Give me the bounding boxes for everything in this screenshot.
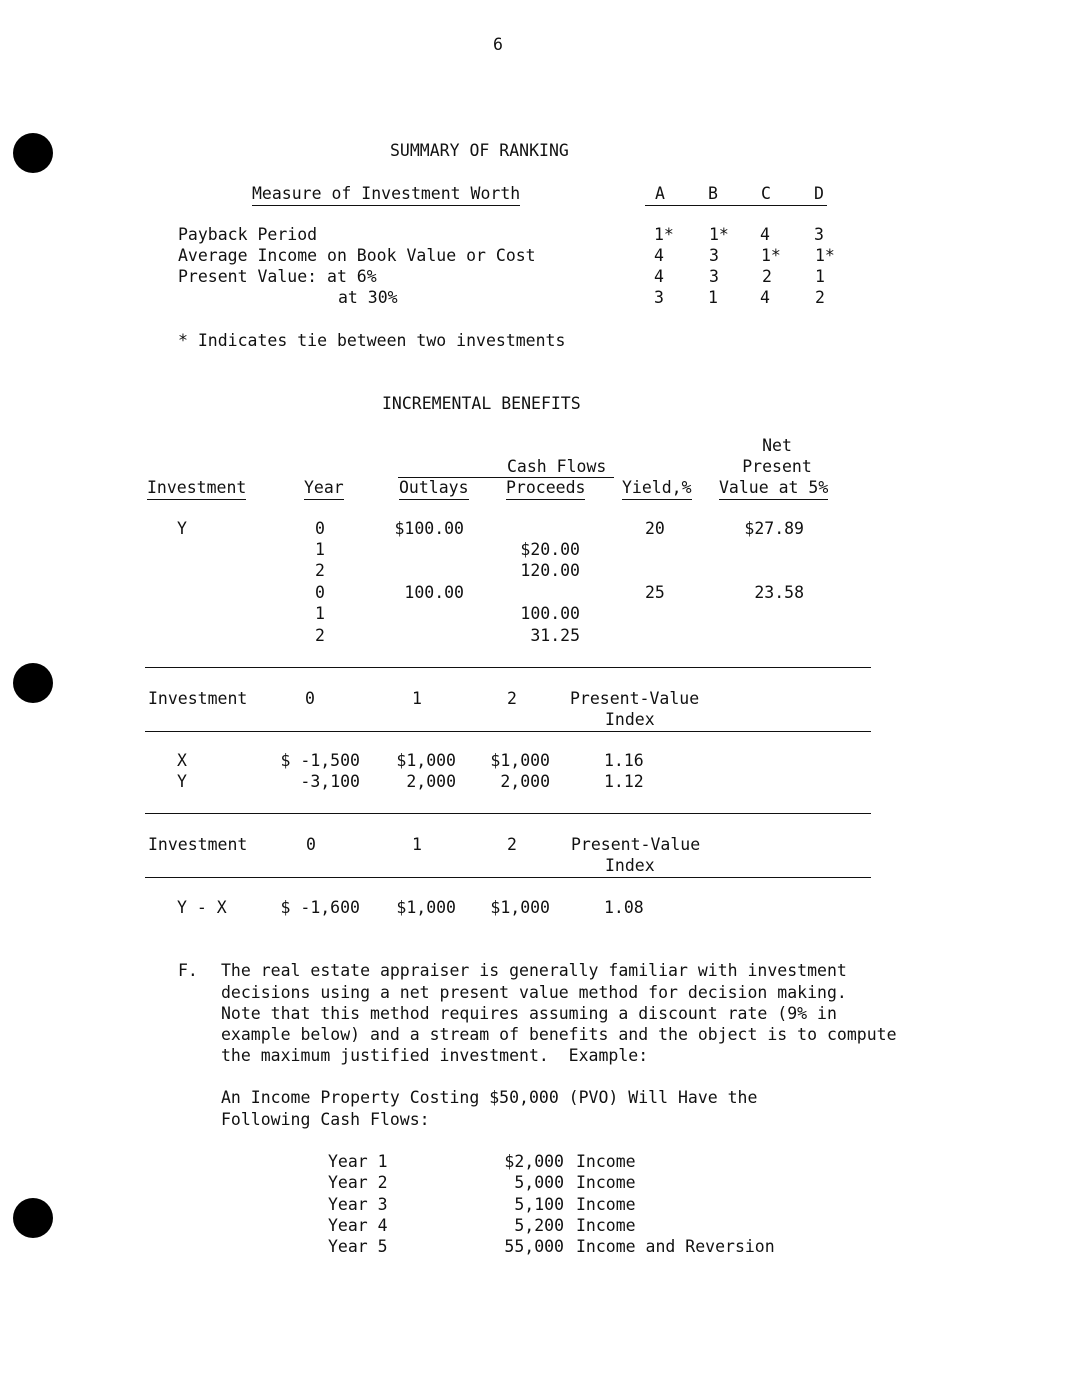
ranking-cell: 3 [654, 288, 664, 307]
cash-flow-year: Year 4 [328, 1216, 388, 1235]
cash-flow-desc: Income [576, 1152, 636, 1171]
pv-cell-index: 1.16 [604, 751, 644, 770]
cash-flow-amount: $2,000 [504, 1152, 564, 1171]
ranking-cell: 3 [814, 225, 824, 244]
diff-cell-y2: $1,000 [490, 898, 550, 917]
pv-cell-investment: Y [177, 772, 187, 791]
cash-flow-desc: Income and Reversion [576, 1237, 775, 1256]
table-cell-proceeds: 100.00 [520, 604, 580, 623]
ranking-row-label: at 30% [338, 288, 398, 307]
table-cell-outlays: $100.00 [394, 519, 464, 538]
ranking-cell: 4 [760, 225, 770, 244]
ranking-cell: 2 [815, 288, 825, 307]
example-line: An Income Property Costing $50,000 (PVO) Will Have the [221, 1088, 758, 1107]
diff-header-index: Index [605, 856, 655, 875]
binder-hole-middle [13, 663, 53, 703]
pv-cell-y0: $ -1,500 [280, 751, 360, 770]
diff-table-top-rule [145, 813, 871, 814]
paragraph-line: The real estate appraiser is generally familiar with investment [221, 961, 847, 980]
table-cell-npv: $27.89 [744, 519, 804, 538]
cash-flow-amount: 5,100 [514, 1195, 564, 1214]
cash-flow-year: Year 1 [328, 1152, 388, 1171]
pv-table-top-rule [145, 667, 871, 668]
npv-header-line1: Net [762, 436, 792, 455]
pv-cell-y1: 2,000 [406, 772, 456, 791]
ranking-cell: 1* [709, 225, 729, 244]
col-header-b: B [708, 184, 718, 203]
example-line: Following Cash Flows: [221, 1110, 430, 1129]
paragraph-line: decisions using a net present value method for decision making. [221, 983, 847, 1002]
ranking-cell: 1* [761, 246, 781, 265]
cash-flow-year: Year 3 [328, 1195, 388, 1214]
diff-table-header-rule [145, 877, 871, 878]
diff-header-pv: Present-Value [571, 835, 701, 854]
ranking-cell: 4 [760, 288, 770, 307]
ranking-row-label: Average Income on Book Value or Cost [178, 246, 536, 265]
investment-header: Investment [147, 477, 246, 500]
proceeds-header: Proceeds [506, 477, 585, 500]
pv-cell-index: 1.12 [604, 772, 644, 791]
ranking-cell: 1 [708, 288, 718, 307]
col-header-c: C [761, 184, 771, 203]
pv-header-index: Index [605, 710, 655, 729]
year-header: Year [304, 477, 344, 500]
diff-header-year1: 1 [412, 835, 422, 854]
pv-header-pv: Present-Value [570, 689, 700, 708]
pv-header-year0: 0 [305, 689, 315, 708]
ranking-cell: 1 [815, 267, 825, 286]
table-cell-yield: 20 [645, 519, 665, 538]
cash-flow-amount: 55,000 [504, 1237, 564, 1256]
cash-flow-amount: 5,200 [514, 1216, 564, 1235]
pv-header-investment: Investment [148, 689, 248, 708]
measure-header: Measure of Investment Worth [252, 183, 520, 206]
cash-flow-amount: 5,000 [514, 1173, 564, 1192]
table-cell-npv: 23.58 [754, 583, 804, 602]
binder-hole-top [13, 133, 53, 173]
table-cell-year: 1 [315, 604, 325, 623]
ranking-row-label: Payback Period [178, 225, 318, 244]
yield-header: Yield,% [622, 477, 692, 500]
cash-flows-header: Cash Flows [507, 457, 607, 476]
paragraph-line: example below) and a stream of benefits and the object is to compute [221, 1025, 897, 1044]
col-header-a: A [655, 184, 665, 203]
pv-header-year1: 1 [412, 689, 422, 708]
diff-header-year2: 2 [507, 835, 517, 854]
ranking-col-underline [645, 205, 827, 206]
diff-header-year0: 0 [306, 835, 316, 854]
cash-flow-desc: Income [576, 1216, 636, 1235]
table-cell-proceeds: $20.00 [520, 540, 580, 559]
diff-cell-investment: Y - X [177, 898, 227, 917]
ranking-cell: 2 [762, 267, 772, 286]
ranking-cell: 1* [815, 246, 835, 265]
table-cell-year: 2 [315, 626, 325, 645]
ranking-row-label: Present Value: at 6% [178, 267, 377, 286]
binder-hole-bottom [13, 1198, 53, 1238]
pv-cell-y1: $1,000 [396, 751, 456, 770]
ranking-cell: 4 [654, 267, 664, 286]
diff-cell-y0: $ -1,600 [280, 898, 360, 917]
pv-header-year2: 2 [507, 689, 517, 708]
outlays-header: Outlays [399, 477, 469, 500]
paragraph-line: Note that this method requires assuming a discount rate (9% in [221, 1004, 837, 1023]
table-cell-proceeds: 120.00 [520, 561, 580, 580]
npv-header-line3: Value at 5% [719, 477, 828, 500]
cash-flow-desc: Income [576, 1195, 636, 1214]
ranking-cell: 3 [709, 267, 719, 286]
cash-flow-desc: Income [576, 1173, 636, 1192]
npv-header-line2: Present [742, 457, 812, 476]
ranking-cell: 4 [654, 246, 664, 265]
pv-cell-y2: 2,000 [500, 772, 550, 791]
pv-table-header-rule [145, 731, 871, 732]
pv-cell-y0: -3,100 [300, 772, 360, 791]
table-cell-yield: 25 [645, 583, 665, 602]
section-f-marker: F. [178, 961, 198, 980]
cash-flow-year: Year 5 [328, 1237, 388, 1256]
diff-header-investment: Investment [148, 835, 248, 854]
ranking-title: SUMMARY OF RANKING [390, 141, 569, 160]
table-cell-proceeds: 31.25 [530, 626, 580, 645]
table-cell-year: 0 [315, 519, 325, 538]
table-cell-year: 0 [315, 583, 325, 602]
pv-cell-investment: X [177, 751, 187, 770]
diff-cell-index: 1.08 [604, 898, 644, 917]
table-cell-year: 1 [315, 540, 325, 559]
table-cell-year: 2 [315, 561, 325, 580]
diff-cell-y1: $1,000 [396, 898, 456, 917]
col-header-d: D [814, 184, 824, 203]
cash-flow-year: Year 2 [328, 1173, 388, 1192]
ranking-cell: 1* [654, 225, 674, 244]
page-number: 6 [493, 35, 503, 54]
incremental-title: INCREMENTAL BENEFITS [382, 394, 581, 413]
paragraph-line: the maximum justified investment. Example: [221, 1046, 649, 1065]
pv-cell-y2: $1,000 [490, 751, 550, 770]
tie-footnote: * Indicates tie between two investments [178, 331, 566, 350]
table-cell-outlays: 100.00 [404, 583, 464, 602]
ranking-cell: 3 [709, 246, 719, 265]
table-cell-investment: Y [177, 519, 187, 538]
